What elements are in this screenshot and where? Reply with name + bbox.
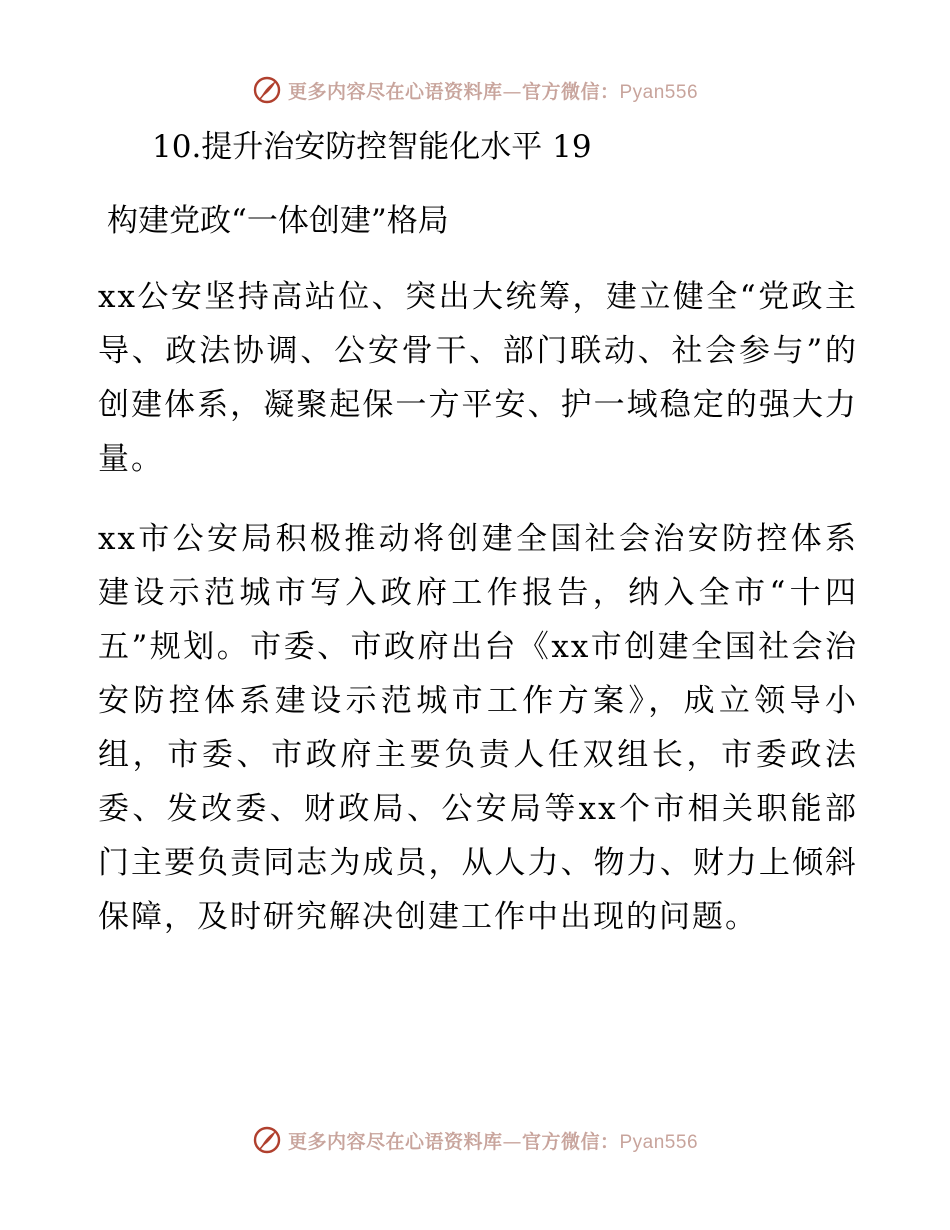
paragraph-2: xx市公安局积极推动将创建全国社会治安防控体系建设示范城市写入政府工作报告，纳入全市“十四五”规划。市委、市政府出台《xx市创建全国社会治安防控体系建设示范城市工作方案》，成立领导小组，市委、市政府主要负责人任双组长，市委政法委、发改委、财政局、公安局等xx个市相关职能部门主要负责同志为成员，从人力、物力、财力上倾斜保障，及时研究解决创建工作中出现的问题。	[98, 521, 858, 935]
document-body	[98, 120, 858, 944]
watermark-separator: —	[502, 80, 522, 103]
feather-quill-logo-icon	[252, 75, 282, 105]
header-watermark	[0, 70, 950, 110]
watermark-brand-text: 更多内容尽在心语资料库	[287, 1130, 503, 1153]
watermark-wechat-label: 官方微信：	[521, 80, 620, 103]
watermark-wechat-label: 官方微信：	[521, 1130, 620, 1153]
section-heading: 10.提升治安防控智能化水平 19	[152, 129, 592, 165]
paragraph-1: xx公安坚持高站位、突出大统筹，建立健全“党政主导、政法协调、公安骨干、部门联动、社会参与”的创建体系，凝聚起保一方平安、护一域稳定的强大力量。	[98, 279, 858, 477]
watermark-wechat-id: Pyan556	[619, 81, 699, 103]
footer-watermark	[0, 1120, 950, 1160]
watermark-separator: —	[502, 1130, 522, 1153]
section-subheading: 构建党政“一体创建”格局	[107, 203, 449, 239]
feather-quill-logo-icon	[252, 1125, 282, 1155]
watermark-brand-text: 更多内容尽在心语资料库	[287, 80, 503, 103]
watermark-wechat-id: Pyan556	[619, 1131, 699, 1153]
